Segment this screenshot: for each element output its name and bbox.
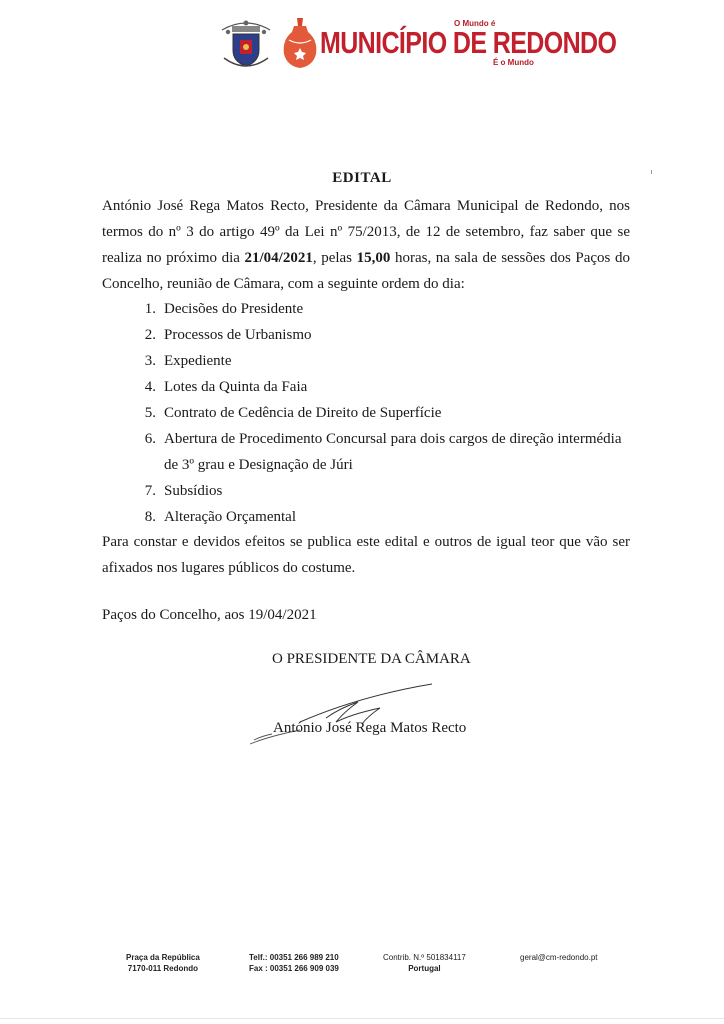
brand-tagline-top: O Mundo é [454,19,496,28]
footer-tel: Telf.: 00351 266 989 210 [249,953,339,962]
agenda-text: Processos de Urbanismo [164,327,312,343]
agenda-list [134,296,634,530]
footer-address-line: Praça da República [126,953,200,962]
agenda-text: Alteração Orçamental [164,509,297,525]
intro-text: António José Rega Matos Recto, Presidente da Câmara Municipal de Redondo, nos termos do nº 3 do artigo 49º da Lei nº 75/2013, de 12 de setembro, faz saber que se realiza no próximo dia [102,198,630,266]
intro-text: horas, na sala de sessões dos Paços do Concelho, reunião de Câmara, com a seguinte ordem do dia: [102,250,630,292]
agenda-item [134,400,634,426]
footer-taxid [383,952,466,974]
agenda-item [134,348,634,374]
agenda-number: 1. [144,301,156,317]
agenda-text: Decisões do Presidente [164,301,304,317]
agenda-number: 2. [144,327,156,343]
meeting-date: 21/04/2021 [244,250,313,266]
municipal-crest-icon [218,14,274,70]
footer-email[interactable] [520,952,598,963]
agenda-text: Abertura de Procedimento Concursal para dois cargos de direção intermédia de 3º grau e Designação de Júri [164,431,622,473]
agenda-item [134,296,634,322]
agenda-number: 7. [144,483,156,499]
place-and-date: Paços do Concelho, aos 19/04/2021 [102,607,317,623]
footer-address-line: 7170-011 Redondo [127,964,199,973]
brand-name: MUNICÍPIO DE REDONDO [320,26,617,61]
brand-tagline-bottom: É o Mundo [493,58,534,67]
agenda-number: 6. [144,431,156,447]
handwritten-signature [240,678,440,748]
footer-phone [249,952,339,974]
intro-text: , pelas [312,250,357,266]
footer-country: Portugal [408,964,441,973]
agenda-item [134,426,634,478]
page-edge [0,1018,724,1019]
agenda-text: Expediente [164,353,232,369]
agenda-number: 4. [144,379,156,395]
closing-paragraph: Para constar e devidos efeitos se publica este edital e outros de igual teor que vão ser afixados nos lugares públicos do costume. [102,534,630,576]
agenda-item [134,504,634,530]
agenda-item [134,478,634,504]
intro-paragraph [102,193,630,297]
agenda-text: Lotes da Quinta da Faia [164,379,308,395]
agenda-text: Contrato de Cedência de Direito de Superfície [164,405,442,421]
agenda-text: Subsídios [164,483,223,499]
agenda-number: 8. [144,509,156,525]
agenda-number: 5. [144,405,156,421]
agenda-item [134,322,634,348]
email-link[interactable]: geral@cm-redondo.pt [520,953,598,962]
footer-nif: Contrib. N.º 501834117 [383,953,466,962]
clay-jug-icon [280,16,320,70]
agenda-number: 3. [144,353,156,369]
signatory-name: António José Rega Matos Recto [273,720,467,736]
signatory-role: O PRESIDENTE DA CÂMARA [272,651,471,667]
footer-address [126,952,200,974]
agenda-item [134,374,634,400]
document-title: EDITAL [332,170,392,186]
meeting-time: 15,00 [356,250,391,266]
letterhead [210,14,617,74]
footer-fax: Fax : 00351 266 909 039 [249,964,339,973]
